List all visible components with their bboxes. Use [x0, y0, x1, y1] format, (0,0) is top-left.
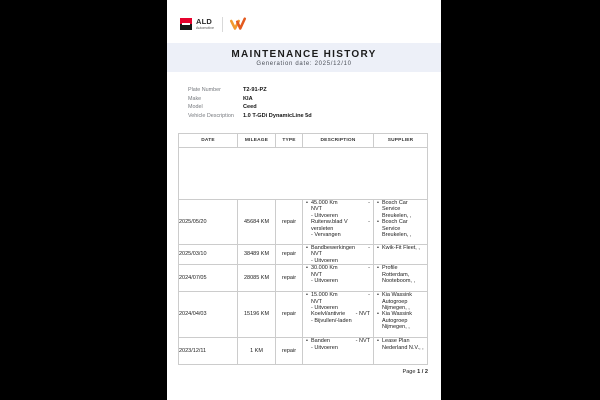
bullet-icon: •: [306, 265, 308, 272]
supplier-cell: [374, 200, 428, 245]
vehicle-info-value: T2-91-PZ: [243, 87, 267, 93]
description-item: [303, 338, 373, 351]
vehicle-info-row: [188, 113, 312, 119]
page-title: MAINTENANCE HISTORY: [231, 49, 377, 60]
mileage-cell: 38489 KM: [238, 245, 276, 265]
vehicle-info-label: Model: [188, 104, 203, 111]
bullet-icon: •: [377, 245, 379, 251]
supplier-cell: [374, 338, 428, 365]
description-status: - NVT: [355, 311, 370, 318]
description-line: [311, 345, 370, 351]
supplier-item: [374, 265, 427, 284]
description-line: [311, 232, 370, 238]
description-line: [311, 278, 370, 284]
logo-row: [180, 16, 247, 32]
column-header: MILEAGE: [238, 134, 276, 148]
table-row: [179, 292, 428, 338]
header-row: [179, 134, 428, 148]
bullet-icon: •: [377, 265, 379, 272]
supplier-item: [374, 200, 427, 219]
description-cell: [303, 338, 374, 365]
bullet-icon: •: [306, 245, 308, 251]
page-footer: [178, 369, 428, 375]
bullet-icon: •: [377, 200, 379, 206]
supplier-name: Bosch Car Service Breukelen, ,: [382, 219, 412, 238]
supplier-item: [374, 311, 427, 330]
date-cell: 2024/04/03: [179, 292, 238, 338]
supplier-cell: [374, 265, 428, 292]
maintenance-table-body: [179, 200, 428, 365]
description-line: [311, 318, 370, 324]
description-text: - Vervangen: [311, 231, 341, 238]
column-header: TYPE: [276, 134, 303, 148]
table-row: [179, 265, 428, 292]
vehicle-info: [188, 87, 312, 121]
description-text: - Uitvoeren: [311, 304, 338, 311]
supplier-cell: [374, 245, 428, 265]
supplier-item: [374, 245, 427, 251]
mileage-cell: 1 KM: [238, 338, 276, 365]
ald-logo-subtext: Automotive: [196, 25, 214, 30]
logo-divider: [222, 17, 223, 32]
column-header: SUPPLIER: [374, 134, 428, 148]
description-text: Bandbewerkingen: [311, 245, 356, 251]
empty-cell: [179, 148, 428, 200]
mileage-cell: 28085 KM: [238, 265, 276, 292]
mileage-cell: 15196 KM: [238, 292, 276, 338]
maintenance-table-empty-section: [179, 148, 428, 200]
document-page: [167, 0, 441, 400]
description-line: [311, 258, 370, 264]
supplier-name: Bosch Car Service Breukelen, ,: [382, 200, 412, 219]
description-lines: [311, 265, 373, 284]
vehicle-info-value: Ceed: [243, 104, 257, 111]
column-header: DATE: [179, 134, 238, 148]
description-text: Banden: [311, 338, 330, 345]
description-lines: [311, 338, 373, 351]
supplier-item: [374, 292, 427, 311]
type-cell: repair: [276, 265, 303, 292]
description-status: - NVT: [355, 338, 370, 345]
w-brand-icon: [229, 16, 247, 32]
vehicle-info-row: [188, 87, 312, 93]
vehicle-info-value: 1.0 T-GDi DynamicLine 5d: [243, 112, 312, 119]
description-text: 15.000 Km: [311, 292, 338, 299]
bullet-icon: •: [377, 311, 379, 318]
description-status: -: [368, 265, 370, 272]
ald-logo-icon: [180, 18, 192, 30]
description-cell: [303, 292, 374, 338]
description-lines: [311, 200, 373, 238]
supplier-name: Kwik-Fit Fleet, ,: [382, 245, 420, 251]
description-item: [303, 245, 373, 264]
ald-logo-wordmark: [196, 18, 214, 30]
supplier-item: [374, 219, 427, 238]
description-text: NVT: [311, 298, 322, 305]
ald-logo-text: ALD: [196, 17, 213, 27]
bullet-icon: •: [306, 292, 308, 299]
description-status: -: [368, 200, 370, 206]
description-text: - Uitvoeren: [311, 212, 338, 219]
description-lines: [311, 292, 373, 324]
table-row: [179, 200, 428, 245]
supplier-name: Kia Wassink Autogroep Nijmegen, ,: [382, 311, 413, 330]
mileage-cell: 45684 KM: [238, 200, 276, 245]
type-cell: repair: [276, 245, 303, 265]
vehicle-info-value: KIA: [243, 95, 253, 102]
page-footer-number: 1 / 2: [417, 369, 428, 375]
description-text: versleten: [311, 225, 334, 232]
vehicle-info-label: Plate Number: [188, 87, 221, 93]
description-item: [303, 200, 373, 238]
vehicle-info-row: [188, 104, 312, 110]
bullet-icon: •: [377, 338, 379, 345]
supplier-item: [374, 338, 427, 351]
type-cell: repair: [276, 200, 303, 245]
description-text: Koelvl/antivrie: [311, 311, 346, 318]
date-cell: 2024/07/05: [179, 265, 238, 292]
description-text: - Bijvullen/-laden: [311, 317, 352, 324]
description-cell: [303, 265, 374, 292]
supplier-cell: [374, 292, 428, 338]
supplier-name: Lease Plan Nederland N.V., ,: [382, 338, 424, 351]
description-text: - Uitvoeren: [311, 277, 338, 284]
bullet-icon: •: [377, 292, 379, 299]
supplier-name: Profile Rotterdam, Nooteboom, ,: [382, 265, 416, 284]
description-status: -: [368, 245, 370, 251]
maintenance-table: [178, 133, 428, 365]
generation-date: Generation date: 2025/12/10: [256, 61, 352, 67]
description-status: -: [368, 292, 370, 299]
description-status: -: [368, 219, 370, 226]
description-text: 30.000 Km: [311, 265, 338, 272]
empty-row: [179, 148, 428, 200]
description-text: 45.000 Km: [311, 200, 338, 206]
table-row: [179, 245, 428, 265]
page-footer-label: Page: [402, 369, 416, 375]
description-text: NVT: [311, 206, 322, 213]
description-cell: [303, 245, 374, 265]
description-text: NVT: [311, 271, 322, 278]
bullet-icon: •: [377, 219, 379, 226]
maintenance-table-header: [179, 134, 428, 148]
vehicle-info-label: Make: [188, 95, 202, 102]
description-text: - Uitvoeren: [311, 344, 338, 351]
description-text: - Uitvoeren: [311, 257, 338, 264]
description-lines: [311, 245, 373, 264]
date-cell: 2025/03/10: [179, 245, 238, 265]
type-cell: repair: [276, 292, 303, 338]
description-cell: [303, 200, 374, 245]
table-row: [179, 338, 428, 365]
title-band: [167, 43, 441, 72]
bullet-icon: •: [306, 338, 308, 345]
vehicle-info-label: Vehicle Description: [188, 112, 234, 119]
vehicle-info-row: [188, 96, 312, 102]
description-item: [303, 265, 373, 284]
description-item: [303, 292, 373, 324]
type-cell: repair: [276, 338, 303, 365]
date-cell: 2023/12/11: [179, 338, 238, 365]
bullet-icon: •: [306, 200, 308, 206]
description-text: NVT: [311, 251, 322, 258]
description-text: Ruitenw.blad V: [311, 219, 348, 226]
date-cell: 2025/05/20: [179, 200, 238, 245]
column-header: DESCRIPTION: [303, 134, 374, 148]
supplier-name: Kia Wassink Autogroep Nijmegen, ,: [382, 292, 413, 311]
